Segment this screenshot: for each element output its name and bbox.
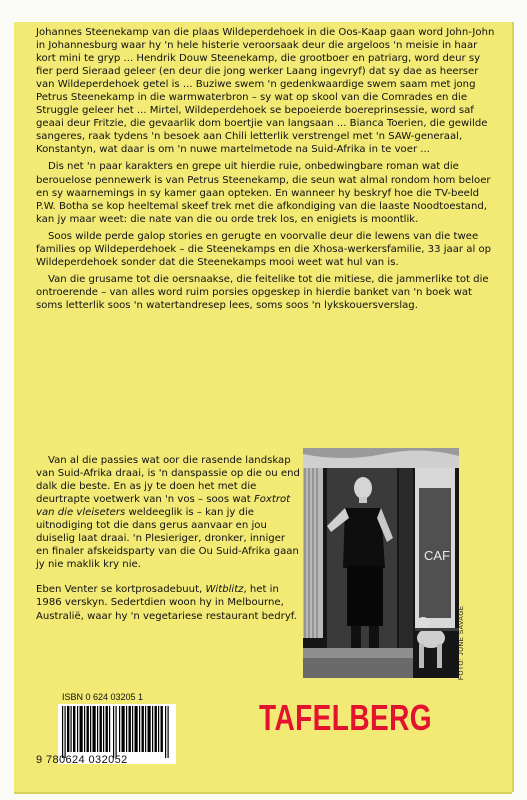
blurb-bottom: [36, 454, 300, 627]
blurb-paragraph-3: Soos wilde perde galop stories en gerugte en voorvalle deur die lewens van die twee families op Wildeperdehoek – die Steenekamps en die Xhosa-werkersfamilie, 33 jaar al op Wildeperdehoek sonder dat die Steenekamps mooi weet wat hul van is.: [36, 230, 492, 268]
blurb-paragraph-5: [36, 454, 300, 571]
cafe-sign-text: CAF: [424, 548, 450, 563]
author-photo: [303, 448, 459, 678]
blurb-paragraph-4: Van die grusame tot die oersnaakse, die feitelike tot die mitiese, die jammerlike tot die ontroerende – van alles word ruim porsies opgeskep in hierdie banket van 'n boek wat soms letterlik soos 'n watertandresep lees, soms soos 'n lykskouersverslag.: [36, 273, 489, 311]
barcode-digits: 9 780624 032052: [36, 754, 128, 766]
photo-credit: FOTO: JUNE SAVAGE: [458, 605, 465, 680]
blurb-paragraph-author: [36, 583, 300, 622]
blurb-paragraph-2: Dis net 'n paar karakters en grepe uit hierdie ruie, onbedwingbare roman wat die berouelose pennewerk is van Petrus Steenekamp, die seun wat almal rondom hom beloer en sy waarnemings in sy kamer gaan opteken. En wanneer hy beskryf hoe die TV-beeld P.W. Botha se kop heeltemal skeef trek met die afkondiging van die laaste Noodtoestand, kan jy maar weet: die nate van die ou orde trek los, en enigiets is moontlik.: [36, 161, 491, 225]
author-text-a: Eben Venter se kortprosadebuut,: [36, 584, 206, 596]
publisher-logo: TAFELBERG: [259, 697, 433, 738]
passies-text-b: weldeeglik is – kan jy die uitnodiging tot die dans gerus aanvaar en jou duiselig laat draai. 'n Plesieriger, dronker, inniger en finaler afskeidsparty van die Ou Suid-Afrika gaan jy nie maklik kry nie.: [36, 507, 299, 571]
isbn-label: ISBN 0 624 03205 1: [62, 692, 144, 702]
blurb-paragraph-1: Johannes Steenekamp van die plaas Wildeperdehoek in die Oos-Kaap gaan word John-John in Johannesburg waar hy 'n hele histerie veroorsaak deur die argeloos 'n meisie in haar kort mini te gryp ... Hendrik Douw Steenekamp, die grootboer en patriarg, word deur sy fier perd Sieraad geleer (en deur die jong werker Laang ingevryf) dat sy dae as heerser van Wildeperdehoek getel is ... Buziwe swem 'n gedenkwaardige swem saam met jong Petrus Steenekamp in die warmwaterbron – sy wat op skool van die Comrades en die Struggle geleer het ... Mirtel, Wildeperdehoek se bepoeierde boereprinsessie, word saf geaai deur Fritzie, die gevaarlik dom boertjie van langsaan ... Bianca Toerien, die gewilde sangeres, raak tydens 'n besoek aan Chili letterlik verstrengel met 'n SAW-generaal, Konstantyn, wat daar is om 'n nuwe martelmetode na Suid-Afrika in te voer ...: [36, 27, 495, 156]
book-title-ref: Foxtrot van die vleiseters: [36, 494, 291, 519]
author-photo-image: [303, 448, 459, 678]
passies-text-a: Van al die passies wat oor die rasende landskap van Suid-Afrika draai, is 'n danspassie op die ou end dalk die beste. En as jy te doen het met die deurtrapte voetwerk van 'n vos – soos wat: [36, 455, 300, 506]
blurb-top: [36, 26, 496, 316]
author-text-b: , het in 1986 verskyn. Sedertdien woon hy in Melbourne, Australië, waar hy 'n vegetariese restaurant bedryf.: [36, 584, 297, 622]
debut-title-ref: Witblitz: [205, 584, 244, 596]
